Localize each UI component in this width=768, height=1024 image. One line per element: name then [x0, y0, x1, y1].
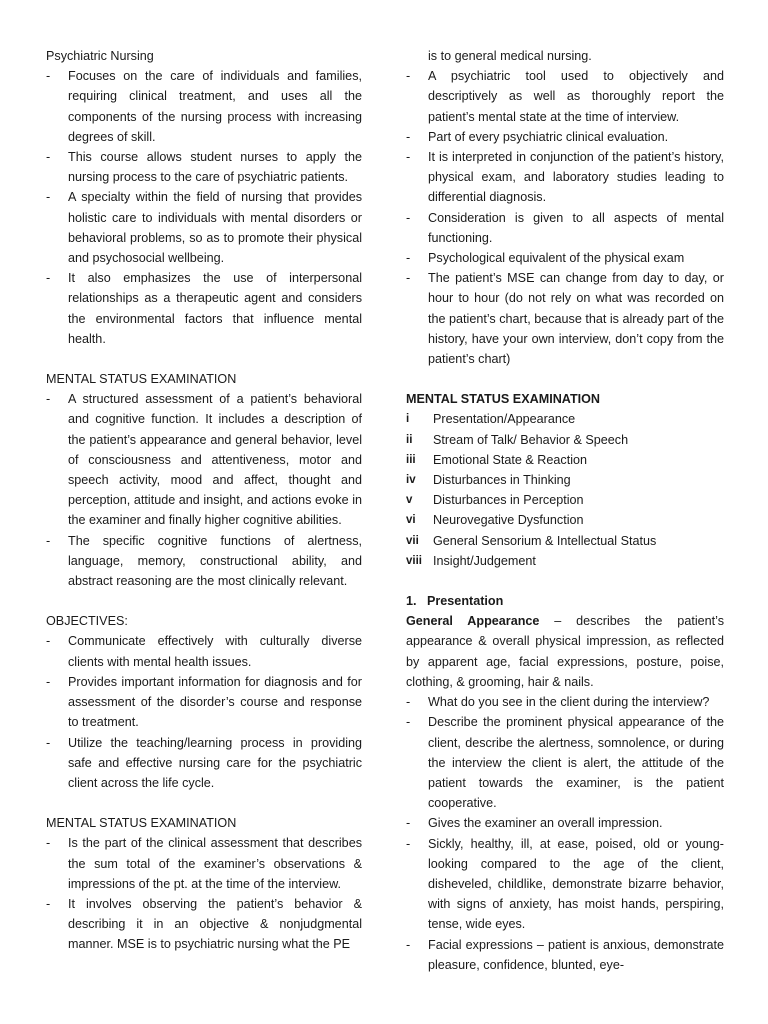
outline-label: Stream of Talk/ Behavior & Speech — [433, 432, 629, 447]
list-item: - A psychiatric tool used to objectively and descriptively as well as thoroughly report the patient’s mental state at the time of interview. — [406, 66, 724, 127]
list-item: - What do you see in the client during the interview? — [406, 692, 724, 712]
outline-item — [406, 551, 724, 571]
list-item: - Part of every psychiatric clinical evaluation. — [406, 127, 724, 147]
outline-item — [406, 510, 724, 530]
list-item: - A structured assessment of a patient’s behavioral and cognitive function. It includes a description of the patient’s appearance and general behavior, level of consciousness and attentiveness, motor and speech activity, mood and affect, thought and perception, attitude and insight, and actions evoke in the examiner and finally higher cognitive abilities. — [46, 389, 362, 530]
list-item: - Utilize the teaching/learning process in providing safe and effective nursing care for the psychiatric client across the life cycle. — [46, 733, 362, 794]
list-item: - A specialty within the field of nursing that provides holistic care to individuals with mental disorders or behavioral problems, so as to promote their physical and psychosocial wellbeing. — [46, 187, 362, 268]
outline-label: Disturbances in Thinking — [433, 473, 571, 488]
outline-number: v — [406, 494, 413, 507]
outline-item — [406, 531, 724, 551]
general-appearance-term: General Appearance — [406, 614, 540, 629]
outline-item — [406, 490, 724, 510]
list-item: - Describe the prominent physical appearance of the client, describe the alertness, somnolence, or during the interview the client is alert, the attitude of the patient towards the examiner, is the patient cooperative. — [406, 712, 724, 813]
list-item: - Sickly, healthy, ill, at ease, poised, old or young-looking compared to the age of the client, disheveled, childlike, demonstrate bizarre behavior, with signs of anxiety, has moist hands, perspiring, tense, wide eyes. — [406, 834, 724, 935]
outline-number: ii — [406, 433, 413, 446]
outline-number: vii — [406, 534, 419, 547]
outline-label: Neurovegative Dysfunction — [433, 513, 584, 528]
mse-outline-list — [406, 409, 724, 571]
outline-label: Insight/Judgement — [433, 553, 536, 568]
continuation-text: is to general medical nursing. — [428, 49, 592, 63]
outline-number: viii — [406, 554, 422, 567]
list-item: - This course allows student nurses to apply the nursing process to the care of psychiatric patients. — [46, 147, 362, 187]
outline-item — [406, 450, 724, 470]
outline-number: i — [406, 413, 410, 426]
right-column — [406, 46, 724, 975]
list-item: - Psychological equivalent of the physical exam — [406, 248, 724, 268]
section-title-mse-outline: MENTAL STATUS EXAMINATION — [406, 392, 601, 407]
outline-label: General Sensorium & Intellectual Status — [433, 533, 657, 548]
outline-label: Emotional State & Reaction — [433, 452, 588, 467]
list-item: - It also emphasizes the use of interpersonal relationships as a therapeutic agent and considers the environmental factors that influence mental health. — [46, 268, 362, 349]
outline-label: Presentation/Appearance — [433, 412, 576, 427]
section-title-psychiatric-nursing: Psychiatric Nursing — [46, 49, 154, 63]
list-item: - Facial expressions – patient is anxious, demonstrate pleasure, confidence, blunted, eye- — [406, 935, 724, 975]
list-item: - The specific cognitive functions of alertness, language, memory, constructional ability, and abstract reasoning are the most clinically relevant. — [46, 531, 362, 592]
list-item: - Focuses on the care of individuals and families, requiring clinical treatment, and uses all the components of the nursing process with increasing degrees of skill. — [46, 66, 362, 147]
outline-item — [406, 409, 724, 429]
list-item: - Communicate effectively with culturally diverse clients with mental health issues. — [46, 631, 362, 671]
outline-number: vi — [406, 514, 416, 527]
list-item: - Is the part of the clinical assessment that describes the sum total of the examiner’s observations & impressions of the pt. at the time of the interview. — [46, 833, 362, 894]
mse-tool-list — [406, 66, 724, 369]
outline-number: iii — [406, 453, 416, 466]
section-title-presentation: 1. Presentation — [406, 594, 504, 609]
mse-description-list — [46, 833, 362, 954]
outline-item — [406, 430, 724, 450]
list-item: - It involves observing the patient’s behavior & describing it in an objective & nonjudgmental manner. MSE is to psychiatric nursing what the PE — [46, 894, 362, 955]
mse-definition-list — [46, 389, 362, 591]
general-appearance-paragraph — [406, 611, 724, 692]
outline-number: iv — [406, 474, 416, 487]
section-title-mse-2: MENTAL STATUS EXAMINATION — [46, 816, 237, 831]
list-item: - The patient’s MSE can change from day to day, or hour to hour (do not rely on what was recorded on the patient’s chart, because that is already part of the history, have your own interview, don’t copy from the patient’s chart) — [406, 268, 724, 369]
general-appearance-text: – describes the patient’s appearance & overall physical impression, as reflected by apparent age, facial expressions, posture, poise, clothing, & grooming, hair & nails. — [406, 614, 724, 689]
list-item: - Gives the examiner an overall impression. — [406, 813, 724, 833]
general-appearance-list — [406, 692, 724, 975]
outline-item — [406, 470, 724, 490]
section-title-objectives: OBJECTIVES: — [46, 614, 128, 629]
left-column — [46, 46, 362, 955]
list-item: - It is interpreted in conjunction of the patient’s history, physical exam, and laboratory studies leading to differential diagnosis. — [406, 147, 724, 208]
list-item: - Consideration is given to all aspects of mental functioning. — [406, 208, 724, 248]
list-item: - Provides important information for diagnosis and for assessment of the disorder’s course and response to treatment. — [46, 672, 362, 733]
outline-label: Disturbances in Perception — [433, 493, 584, 508]
objectives-list — [46, 631, 362, 793]
section-title-mse: MENTAL STATUS EXAMINATION — [46, 372, 237, 387]
psychiatric-nursing-list — [46, 66, 362, 349]
